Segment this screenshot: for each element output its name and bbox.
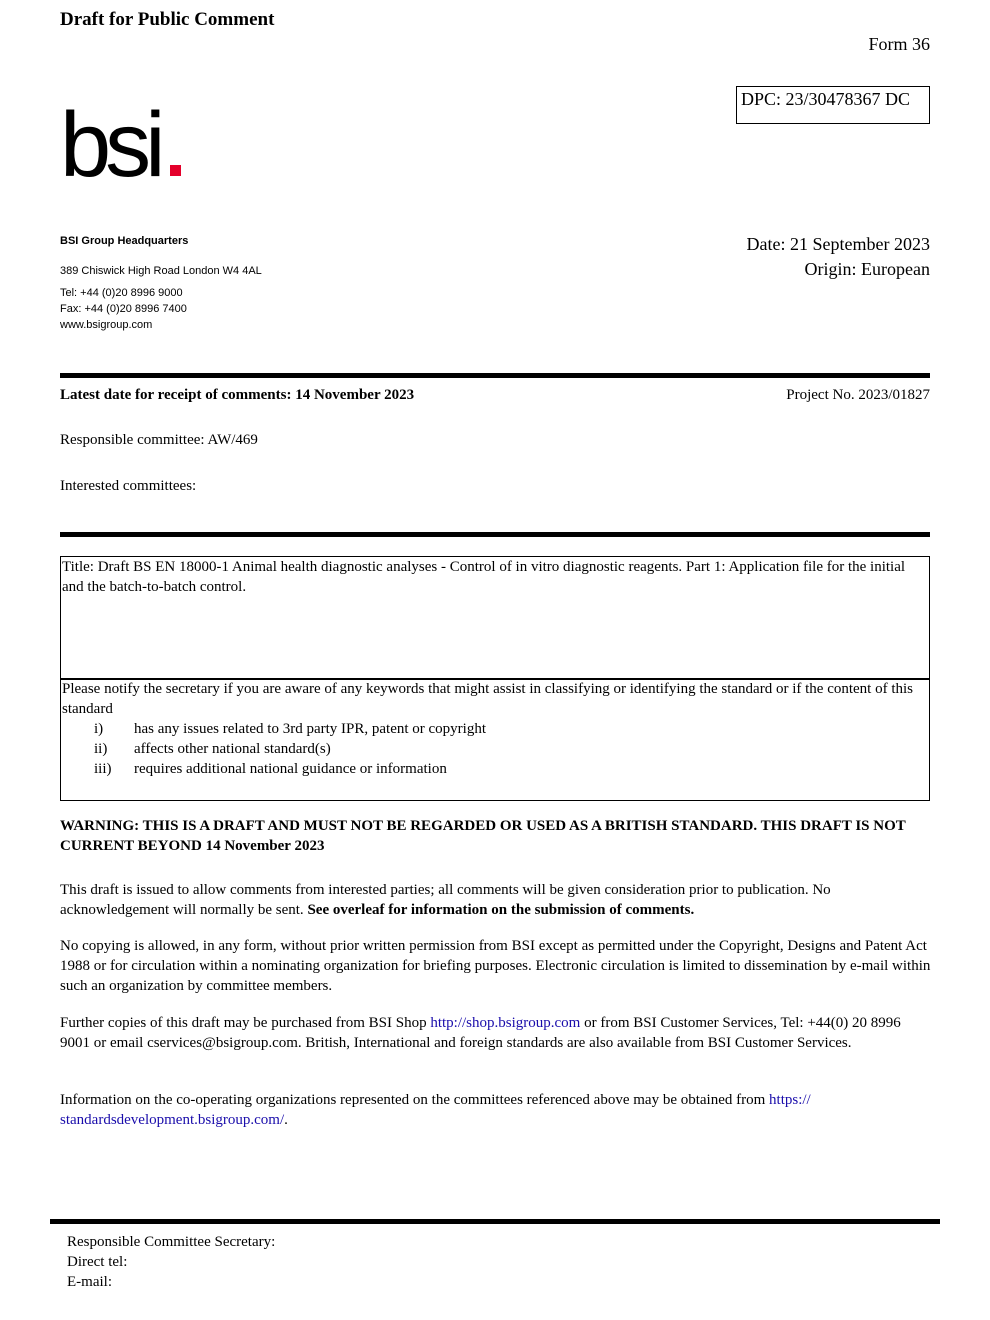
paragraph-organizations	[60, 1090, 932, 1130]
issue-date: Date: 21 September 2023	[746, 234, 930, 254]
draft-title: Draft for Public Comment	[60, 9, 275, 30]
list-item	[62, 759, 929, 779]
hq-fax: Fax: +44 (0)20 8996 7400	[60, 303, 187, 315]
list-item	[62, 719, 929, 739]
standards-development-link[interactable]: https:// standardsdevelopment.bsigroup.com/	[60, 1092, 811, 1128]
list-item-number: iii)	[94, 761, 112, 777]
standard-title: Title: Draft BS EN 18000-1 Animal health diagnostic analyses - Control of in vitro diagnostic reagents. Part 1: Application file for the initial and the batch-to-batch control.	[62, 559, 906, 595]
paragraph-text: .	[284, 1112, 288, 1128]
paragraph-text: Information on the co-operating organizations represented on the committees referenced above may be obtained from	[60, 1092, 766, 1108]
paragraph-text: This draft is issued to allow comments from interested parties; all comments will be given consideration prior to publication. No acknowledgement will normally be sent.	[60, 882, 831, 918]
list-item-text: affects other national standard(s)	[134, 741, 331, 757]
paragraph-comments	[60, 880, 932, 920]
title-box	[60, 556, 930, 680]
bsi-logo-text: bsi	[60, 94, 160, 188]
secretary-label: Responsible Committee Secretary:	[67, 1234, 276, 1250]
divider-bottom	[50, 1219, 940, 1224]
hq-address: 389 Chiswick High Road London W4 4AL	[60, 265, 262, 277]
paragraph-further-copies	[60, 1013, 932, 1053]
interested-committees: Interested committees:	[60, 478, 197, 494]
form-number: Form 36	[868, 34, 930, 54]
dpc-reference: DPC: 23/30478367 DC	[741, 89, 911, 109]
list-item	[62, 739, 929, 759]
bsi-logo	[60, 88, 190, 188]
paragraph-copying: No copying is allowed, in any form, without prior written permission from BSI except as permitted under the Copyright, Designs and Patent Act 1988 or for circulation within a nominating organization for briefing purposes. Electronic circulation is limited to dissemination by e-mail within such an organization by committee members.	[60, 938, 931, 994]
responsible-committee: Responsible committee: AW/469	[60, 432, 258, 448]
project-number: Project No. 2023/01827	[786, 387, 930, 403]
list-item-text: requires additional national guidance or information	[134, 761, 447, 777]
latest-comment-date: Latest date for receipt of comments: 14 November 2023	[60, 387, 415, 403]
secretary-tel: Direct tel:	[67, 1254, 128, 1270]
notify-list	[62, 719, 929, 779]
hq-address-block	[60, 233, 262, 333]
dpc-reference-box	[736, 86, 930, 124]
bsi-logo-dot	[170, 165, 181, 176]
hq-tel: Tel: +44 (0)20 8996 9000	[60, 287, 183, 299]
bsi-shop-link[interactable]: http://shop.bsigroup.com	[430, 1015, 581, 1031]
list-item-number: i)	[94, 721, 104, 737]
paragraph-bold-note: See overleaf for information on the submission of comments.	[307, 902, 695, 918]
notify-box	[60, 678, 930, 801]
secretary-block	[67, 1232, 275, 1292]
date-origin-block	[747, 232, 930, 282]
origin: Origin: European	[804, 259, 930, 279]
draft-warning: WARNING: THIS IS A DRAFT AND MUST NOT BE REGARDED OR USED AS A BRITISH STANDARD. THIS DRAFT IS NOT CURRENT BEYOND 14 November 2023	[60, 818, 906, 854]
hq-web: www.bsigroup.com	[60, 319, 153, 331]
paragraph-text: or from BSI Customer Services, Tel: +44(0) 20 8996 9001 or email cservices@bsigroup.com. British, International and foreign standards are also available from BSI Customer Services.	[60, 1015, 901, 1051]
hq-name: BSI Group Headquarters	[60, 235, 189, 247]
notify-intro: Please notify the secretary if you are aware of any keywords that might assist in classifying or identifying the standard or if the content of this standard	[62, 681, 914, 717]
list-item-text: has any issues related to 3rd party IPR, patent or copyright	[134, 721, 487, 737]
list-item-number: ii)	[94, 741, 108, 757]
paragraph-text: Further copies of this draft may be purchased from BSI Shop	[60, 1015, 427, 1031]
secretary-email: E-mail:	[67, 1274, 112, 1290]
divider-top	[60, 373, 930, 378]
divider-middle	[60, 532, 930, 537]
